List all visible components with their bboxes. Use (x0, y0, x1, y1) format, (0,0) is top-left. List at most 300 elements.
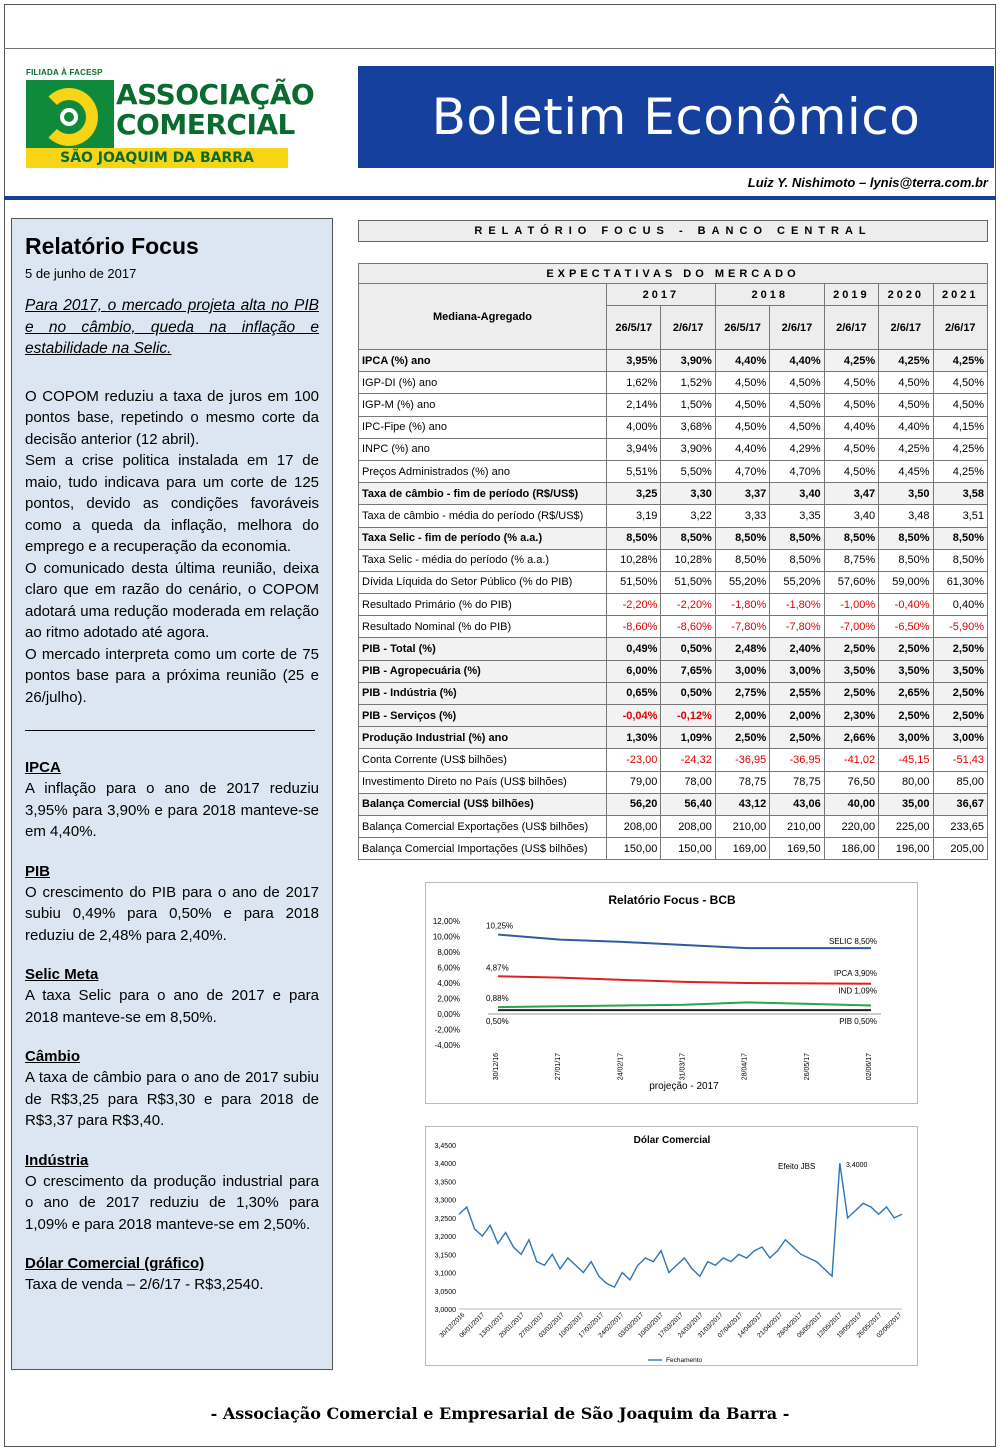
x-tick-label: 17/03/2017 (656, 1311, 685, 1340)
table-cell: 4,00% (607, 416, 661, 438)
section-title: IPCA (25, 759, 61, 776)
table-date-header: 2/6/17 (770, 306, 824, 350)
table-cell: 36,67 (933, 793, 987, 815)
sidebar-section-pib (25, 861, 319, 947)
table-cell: 4,25% (879, 350, 933, 372)
table-cell: 55,20% (770, 571, 824, 593)
series-end-label: SELIC 8,50% (828, 937, 877, 947)
table-cell: 2,14% (607, 394, 661, 416)
x-tick-label: 17/02/2017 (577, 1311, 606, 1340)
row-label: IGP-DI (%) ano (359, 372, 607, 394)
table-cell: 2,50% (933, 682, 987, 704)
table-cell: 3,25 (607, 483, 661, 505)
x-tick-label: 24/02/2017 (597, 1311, 626, 1340)
table-cell: 3,50% (933, 660, 987, 682)
table-cell: 205,00 (933, 838, 987, 860)
x-tick-label: 28/04/17 (741, 1053, 749, 1081)
table-cell: 3,90% (661, 438, 715, 460)
row-label: IPC-Fipe (%) ano (359, 416, 607, 438)
table-cell: 4,50% (715, 416, 769, 438)
x-tick-label: 26/05/2017 (855, 1311, 884, 1340)
table-cell: 186,00 (824, 838, 878, 860)
market-expectations-table (358, 263, 988, 860)
y-tick-label: 0,00% (437, 1010, 460, 1019)
section-title: Câmbio (25, 1048, 81, 1065)
table-cell: -45,15 (879, 749, 933, 771)
table-cell: 2,50% (824, 682, 878, 704)
series-line-fechamento (459, 1163, 902, 1287)
section-title: PIB (25, 862, 51, 880)
table-cell: 8,50% (879, 549, 933, 571)
peak-label: 3,4000 (846, 1162, 868, 1169)
y-tick-label: 12,00% (432, 917, 460, 926)
x-tick-label: 21/04/2017 (756, 1311, 785, 1340)
table-cell: 85,00 (933, 771, 987, 793)
series-start-label: 0,88% (486, 994, 509, 1004)
table-cell: 40,00 (824, 793, 878, 815)
table-cell: 8,50% (824, 527, 878, 549)
table-cell: -1,80% (715, 594, 769, 616)
table-cell: 51,50% (607, 571, 661, 593)
table-cell: -1,00% (824, 594, 878, 616)
row-label: INPC (%) ano (359, 438, 607, 460)
bulletin-banner (358, 66, 994, 168)
series-start-label: 4,87% (486, 963, 509, 973)
table-row (359, 705, 988, 727)
table-cell: 3,00% (715, 660, 769, 682)
series-end-label: PIB 0,50% (839, 1017, 877, 1027)
table-cell: -7,00% (824, 616, 878, 638)
table-row (359, 350, 988, 372)
series-start-label: 10,25% (486, 921, 514, 931)
table-row (359, 815, 988, 837)
table-cell: -8,60% (661, 616, 715, 638)
series-line-selic (498, 935, 871, 949)
x-tick-label: 13/01/2017 (478, 1311, 507, 1340)
table-cell: 1,50% (661, 394, 715, 416)
table-cell: 2,00% (715, 705, 769, 727)
y-tick-label: 10,00% (432, 932, 460, 942)
row-label: Preços Administrados (%) ano (359, 460, 607, 482)
row-label: IPCA (%) ano (359, 350, 607, 372)
table-cell: 3,00% (933, 727, 987, 749)
table-cell: 3,37 (715, 483, 769, 505)
sidebar-section-ipca (25, 757, 319, 843)
section-title: Indústria (25, 1151, 89, 1169)
table-row (359, 749, 988, 771)
sidebar-date: 5 de junho de 2017 (25, 266, 137, 281)
table-cell: 4,45% (879, 460, 933, 482)
row-label: Taxa de câmbio - fim de período (R$/US$) (359, 483, 607, 505)
table-cell: 7,65% (661, 660, 715, 682)
section-text: A inflação para o ano de 2017 reduziu 3,95% para 3,90% e para 2018 manteve-se em 4,40%. (25, 780, 319, 840)
table-cell: -0,04% (607, 705, 661, 727)
table-cell: 4,15% (933, 416, 987, 438)
row-label: Balança Comercial (US$ bilhões) (359, 793, 607, 815)
table-cell: 1,30% (607, 727, 661, 749)
table-cell: 3,00% (879, 727, 933, 749)
table-cell: 4,50% (933, 372, 987, 394)
table-cell: 169,50 (770, 838, 824, 860)
x-tick-label: 10/02/2017 (557, 1311, 586, 1340)
table-row (359, 527, 988, 549)
series-end-label: IND 1,09% (838, 986, 877, 996)
table-cell: 233,65 (933, 815, 987, 837)
table-cell: 10,28% (607, 549, 661, 571)
series-start-label: 0,50% (486, 1017, 509, 1027)
table-cell: 3,40 (770, 483, 824, 505)
table-cell: 5,50% (661, 460, 715, 482)
series-line-ipca (498, 976, 871, 984)
table-row (359, 727, 988, 749)
table-cell: 78,75 (770, 771, 824, 793)
table-cell: 4,50% (879, 372, 933, 394)
table-cell: 6,00% (607, 660, 661, 682)
table-date-header: 2/6/17 (661, 306, 715, 350)
table-title: EXPECTATIVAS DO MERCADO (359, 264, 988, 284)
table-cell: 2,50% (933, 638, 987, 660)
table-cell: 4,70% (770, 460, 824, 482)
dollar-chart (425, 1126, 918, 1366)
row-label: PIB - Agropecuária (%) (359, 660, 607, 682)
y-tick-label: 3,1000 (434, 1270, 456, 1278)
table-cell: 4,40% (879, 416, 933, 438)
table-cell: 3,50% (824, 660, 878, 682)
summary-sidebar (11, 218, 333, 1370)
table-cell: 4,25% (933, 438, 987, 460)
row-label: PIB - Indústria (%) (359, 682, 607, 704)
table-cell: 0,49% (607, 638, 661, 660)
x-tick-label: 27/01/17 (555, 1053, 563, 1081)
table-cell: 10,28% (661, 549, 715, 571)
table-cell: 3,95% (607, 350, 661, 372)
table-year-header: 2019 (824, 284, 878, 306)
focus-report-title: RELATÓRIO FOCUS - BANCO CENTRAL (358, 220, 988, 242)
table-cell: 4,50% (879, 394, 933, 416)
table-row (359, 838, 988, 860)
table-row (359, 793, 988, 815)
table-row (359, 682, 988, 704)
sidebar-body (25, 386, 319, 709)
legend-label: Fechamento (666, 1357, 703, 1364)
table-cell: -51,43 (933, 749, 987, 771)
table-cell: 43,12 (715, 793, 769, 815)
table-cell: 4,25% (824, 350, 878, 372)
table-cell: 196,00 (879, 838, 933, 860)
table-cell: 8,50% (715, 549, 769, 571)
table-cell: 3,50% (879, 660, 933, 682)
x-tick-label: 02/06/17 (866, 1053, 873, 1081)
section-title: Dólar Comercial (gráfico) (25, 1255, 205, 1272)
row-label: Investimento Direto no País (US$ bilhões) (359, 771, 607, 793)
y-tick-label: 3,1500 (434, 1252, 456, 1260)
table-row (359, 571, 988, 593)
x-tick-label: 30/12/16 (493, 1053, 500, 1081)
table-cell: 2,50% (770, 727, 824, 749)
table-cell: 1,62% (607, 372, 661, 394)
row-label: Taxa Selic - fim de período (% a.a.) (359, 527, 607, 549)
x-tick-label: 31/03/17 (679, 1053, 687, 1081)
table-year-header: 2020 (879, 284, 933, 306)
table-cell: 59,00% (879, 571, 933, 593)
x-tick-label: 31/03/2017 (696, 1311, 725, 1340)
table-cell: 78,00 (661, 771, 715, 793)
section-text: A taxa de câmbio para o ano de 2017 subiu de R$3,25 para R$3,30 e para 2018 de R$3,37 para R$3,40. (25, 1069, 319, 1129)
table-cell: 3,30 (661, 483, 715, 505)
table-cell: 4,40% (715, 350, 769, 372)
sidebar-paragraph: O mercado interpreta como um corte de 75 pontos base para a próxima reunião (25 e 26/julho). (25, 645, 319, 706)
logo-emblem-icon (26, 80, 114, 154)
table-cell: 210,00 (770, 815, 824, 837)
y-tick-label: 3,3000 (434, 1197, 456, 1205)
y-tick-label: -4,00% (434, 1041, 460, 1050)
table-cell: 3,35 (770, 505, 824, 527)
y-tick-label: 4,00% (437, 979, 460, 988)
row-label: Produção Industrial (%) ano (359, 727, 607, 749)
table-cell: 0,65% (607, 682, 661, 704)
table-cell: -6,50% (879, 616, 933, 638)
table-cell: 4,40% (715, 438, 769, 460)
table-cell: -2,20% (607, 594, 661, 616)
table-cell: 3,00% (770, 660, 824, 682)
association-logo (26, 68, 315, 168)
logo-name-line1: ASSOCIAÇÃO (116, 78, 315, 111)
table-row (359, 394, 988, 416)
table-cell: -23,00 (607, 749, 661, 771)
sidebar-paragraph: O COPOM reduziu a taxa de juros em 100 pontos base, repetindo o mesmo corte da decisão anterior (12 abril). (25, 387, 319, 448)
row-label: PIB - Total (%) (359, 638, 607, 660)
y-tick-label: 3,3500 (434, 1179, 456, 1187)
table-cell: 2,50% (879, 638, 933, 660)
x-tick-label: 03/02/2017 (537, 1311, 566, 1340)
row-label: PIB - Serviços (%) (359, 705, 607, 727)
table-cell: 2,50% (933, 705, 987, 727)
table-cell: 208,00 (607, 815, 661, 837)
sidebar-title: Relatório Focus (25, 233, 199, 259)
row-label: IGP-M (%) ano (359, 394, 607, 416)
table-cell: 3,51 (933, 505, 987, 527)
table-cell: 0,50% (661, 638, 715, 660)
table-cell: 3,22 (661, 505, 715, 527)
table-cell: 78,75 (715, 771, 769, 793)
table-date-header: 2/6/17 (933, 306, 987, 350)
x-tick-label: 06/01/2017 (458, 1311, 487, 1340)
row-label: Resultado Nominal (% do PIB) (359, 616, 607, 638)
table-cell: 4,25% (879, 438, 933, 460)
table-cell: 4,29% (770, 438, 824, 460)
table-cell: 3,40 (824, 505, 878, 527)
table-year-header: 2021 (933, 284, 987, 306)
table-cell: 4,50% (770, 372, 824, 394)
table-cell: 57,60% (824, 571, 878, 593)
table-cell: 169,00 (715, 838, 769, 860)
section-title: Selic Meta (25, 966, 99, 983)
header-accent-bar (4, 196, 996, 200)
table-cell: 4,50% (715, 372, 769, 394)
y-tick-label: 3,0500 (434, 1288, 456, 1296)
table-cell: -2,20% (661, 594, 715, 616)
table-label-header: Mediana-Agregado (359, 284, 607, 350)
table-cell: -36,95 (715, 749, 769, 771)
table-cell: 3,90% (661, 350, 715, 372)
focus-chart-svg (426, 883, 919, 1105)
table-date-header: 2/6/17 (879, 306, 933, 350)
table-cell: 8,50% (715, 527, 769, 549)
table-cell: 76,50 (824, 771, 878, 793)
table-cell: 2,50% (715, 727, 769, 749)
table-cell: 4,50% (715, 394, 769, 416)
x-tick-label: 02/06/2017 (875, 1311, 904, 1340)
table-row (359, 416, 988, 438)
series-line-ind (498, 1002, 871, 1007)
sidebar-section-industria (25, 1150, 319, 1236)
table-cell: 3,48 (879, 505, 933, 527)
table-cell: 8,50% (607, 527, 661, 549)
table-cell: 8,75% (824, 549, 878, 571)
table-cell: -7,80% (770, 616, 824, 638)
table-cell: 3,68% (661, 416, 715, 438)
x-tick-label: 28/04/2017 (776, 1311, 805, 1340)
table-cell: 2,48% (715, 638, 769, 660)
table-cell: 2,75% (715, 682, 769, 704)
y-tick-label: 8,00% (437, 948, 460, 957)
sidebar-section-cambio (25, 1046, 319, 1132)
row-label: Balança Comercial Importações (US$ bilhões) (359, 838, 607, 860)
table-row (359, 505, 988, 527)
table-cell: 2,66% (824, 727, 878, 749)
sidebar-lead: Para 2017, o mercado projeta alta no PIB e no câmbio, queda na inflação e estabilidade na Selic. (25, 297, 319, 357)
table-row (359, 460, 988, 482)
table-cell: 8,50% (770, 527, 824, 549)
table-cell: 4,50% (824, 460, 878, 482)
table-cell: 61,30% (933, 571, 987, 593)
table-row (359, 616, 988, 638)
row-label: Balança Comercial Exportações (US$ bilhões) (359, 815, 607, 837)
x-tick-label: 14/04/2017 (736, 1311, 765, 1340)
logo-name-line2: COMERCIAL (116, 108, 295, 141)
table-cell: 35,00 (879, 793, 933, 815)
y-tick-label: 3,4500 (434, 1143, 456, 1150)
x-tick-label: 20/01/2017 (498, 1311, 527, 1340)
table-cell: 4,50% (824, 394, 878, 416)
table-year-header: 2018 (715, 284, 824, 306)
table-row (359, 660, 988, 682)
table-cell: 220,00 (824, 815, 878, 837)
table-cell: 3,50 (879, 483, 933, 505)
table-cell: 1,09% (661, 727, 715, 749)
row-label: Dívida Líquida do Setor Público (% do PIB) (359, 571, 607, 593)
y-tick-label: 6,00% (437, 963, 460, 973)
table-date-header: 2/6/17 (824, 306, 878, 350)
x-tick-label: 26/05/17 (803, 1053, 811, 1081)
table-cell: 4,50% (824, 438, 878, 460)
table-date-header: 26/5/17 (607, 306, 661, 350)
table-row (359, 771, 988, 793)
table-cell: 4,50% (933, 394, 987, 416)
table-cell: 208,00 (661, 815, 715, 837)
y-tick-label: 2,00% (437, 994, 460, 1004)
table-cell: 51,50% (661, 571, 715, 593)
page-footer: - Associação Comercial e Empresarial de São Joaquim da Barra - (210, 1404, 790, 1423)
y-tick-label: 3,2500 (434, 1215, 456, 1223)
table-cell: 150,00 (661, 838, 715, 860)
chart-title: Dólar Comercial (633, 1135, 711, 1146)
sidebar-section-dolar (25, 1253, 319, 1296)
table-cell: 8,50% (879, 527, 933, 549)
x-tick-label: 05/05/2017 (795, 1311, 824, 1340)
chart-title: Relatório Focus - BCB (608, 893, 736, 907)
table-cell: -5,90% (933, 616, 987, 638)
table-cell: 225,00 (879, 815, 933, 837)
table-cell: 4,50% (770, 394, 824, 416)
y-tick-label: 3,4000 (434, 1161, 456, 1169)
section-text: O crescimento do PIB para o ano de 2017 subiu 0,49% para 0,50% e para 2018 reduziu de 2,48% para 2,40%. (25, 883, 319, 944)
table-cell: -1,80% (770, 594, 824, 616)
table-row (359, 438, 988, 460)
chart-annotation: Efeito JBS (778, 1162, 816, 1171)
table-cell: 4,50% (770, 416, 824, 438)
x-tick-label: 30/12/2016 (438, 1311, 467, 1340)
table-row (359, 483, 988, 505)
table-cell: 0,50% (661, 682, 715, 704)
table-cell: 56,20 (607, 793, 661, 815)
table-cell: -7,80% (715, 616, 769, 638)
table-cell: -41,02 (824, 749, 878, 771)
table-row (359, 594, 988, 616)
x-tick-label: 24/03/2017 (676, 1311, 705, 1340)
table-cell: 8,50% (661, 527, 715, 549)
table-cell: 2,55% (770, 682, 824, 704)
x-tick-label: 27/01/2017 (517, 1311, 546, 1340)
table-cell: 0,40% (933, 594, 987, 616)
logo-affiliation: FILIADA À FACESP (26, 68, 103, 77)
table-cell: 210,00 (715, 815, 769, 837)
table-cell: 3,94% (607, 438, 661, 460)
table-cell: 1,52% (661, 372, 715, 394)
table-cell: 4,25% (933, 460, 987, 482)
table-cell: 2,65% (879, 682, 933, 704)
table-cell: 4,50% (824, 372, 878, 394)
y-tick-label: -2,00% (434, 1025, 460, 1035)
table-cell: 3,58 (933, 483, 987, 505)
focus-chart (425, 882, 918, 1104)
x-tick-label: 19/05/2017 (835, 1311, 864, 1340)
table-cell: 4,40% (824, 416, 878, 438)
table-cell: 56,40 (661, 793, 715, 815)
table-cell: -8,60% (607, 616, 661, 638)
x-tick-label: 12/05/2017 (815, 1311, 844, 1340)
table-cell: 4,25% (933, 350, 987, 372)
table-cell: 150,00 (607, 838, 661, 860)
table-cell: 3,33 (715, 505, 769, 527)
row-label: Taxa Selic - média do período (% a.a.) (359, 549, 607, 571)
table-cell: 55,20% (715, 571, 769, 593)
table-cell: -0,40% (879, 594, 933, 616)
sidebar-divider (25, 730, 315, 731)
x-tick-label: 10/03/2017 (637, 1311, 666, 1340)
table-cell: 8,50% (770, 549, 824, 571)
table-cell: 4,70% (715, 460, 769, 482)
table-date-header: 26/5/17 (715, 306, 769, 350)
x-tick-label: 03/03/2017 (617, 1311, 646, 1340)
table-cell: 79,00 (607, 771, 661, 793)
series-end-label: IPCA 3,90% (833, 968, 877, 978)
table-cell: 80,00 (879, 771, 933, 793)
table-cell: -0,12% (661, 705, 715, 727)
table-cell: 2,50% (879, 705, 933, 727)
x-axis-label: projeção - 2017 (649, 1081, 719, 1092)
author-credit: Luiz Y. Nishimoto – lynis@terra.com.br (747, 175, 988, 190)
